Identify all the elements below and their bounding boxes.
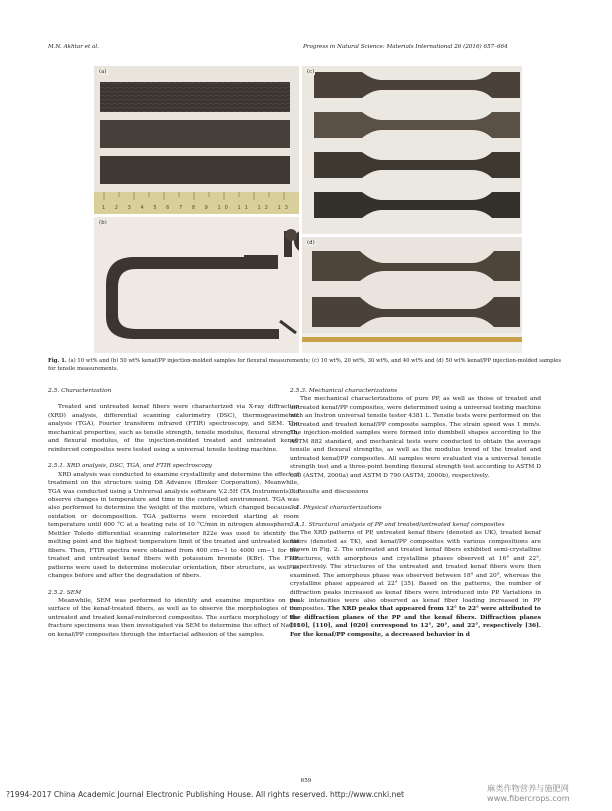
figure-panel-a xyxy=(94,66,299,214)
section-2-5-1-text: XRD analysis was conducted to examine crystallinity and determine the effect of treatment on the structure using D8 Advance (Bruker Corporation). Meanwhile, TGA was conducted using a Universal analysis software V.2.5H (TA Instruments) to observe changes in temperature and time in the controlled environment. TGA was also performed to determine the weight of the mixture, which changed because of oxidation or decomposition. TGA patterns were recorded starting at room temperature until 600 °C at a heating rate of 10 °C/min in nitrogen atmosphere. A Mettler Toledo differential scanning calorimeter 822e was used to identify the melting point and the highest temperature limit of the treated and untreated kenaf fibers. Then, FTIR spectra were obtained from 400 cm−1 to 4000 cm−1 for the treated and untreated kenaf fibers with potassium bromide (KBr). The FTIR patterns were used to determine molecular orientation, fiber structure, as well as changes before and after the degradation of fibers. xyxy=(48,471,299,580)
section-3-1-1-text-b: The XRD peaks that appeared from 12° to 22° were attributed to the diffraction planes of the PP and the kenaf fibers. Diffraction planes [110], [110], and [020] correspond to 12°, 20°, and 22°, respectively [36]. For the kenaf/PP composite, a decreased behavior in d xyxy=(290,605,541,638)
panel-label-a: (a) xyxy=(99,69,107,75)
section-3-1-1-text xyxy=(290,529,541,639)
left-column xyxy=(48,387,299,639)
watermark-line-1: 麻类作物营养与施肥网 xyxy=(487,783,569,793)
panel-d-photo xyxy=(302,237,522,353)
panel-label-b: (b) xyxy=(99,220,107,226)
section-2-5-3-title: 2.5.3. Mechanical characterizations xyxy=(290,388,398,394)
panel-c-photo xyxy=(302,66,522,234)
running-header-journal: Progress in Natural Science: Materials International 26 (2016) 657–664 xyxy=(303,44,508,50)
panel-b-photo xyxy=(94,217,299,353)
figure-panel-d xyxy=(302,237,522,353)
watermark xyxy=(487,783,570,803)
section-2-5-3-text: The mechanical characterizations of pure PP, as well as those of treated and untreated kenaf/PP composites, were determined using a universal testing machine with an Instron universal tensile tester 4381 L. Tensile tests were performed on the untreated and treated kenaf/PP composite samples. The strain speed was 1 mm/s. The injection-molded samples were formed into dumbbell shapes according to the ASTM 882 standard, and mechanical tests were conducted to obtain the average tensile and flexural strengths, as well as the modulus trend of the treated and untreated kenaf/PP composites. All samples were evaluated via a universal tensile strength test and a three-point bending flexural strength test according to ASTM D 638 (ASTM, 2000a) and ASTM D 790 (ASTM, 2000b), respectively. xyxy=(290,396,541,479)
page-number: 659 xyxy=(300,778,312,784)
figure-panel-b xyxy=(94,217,299,353)
section-2-5-2-text: Meanwhile, SEM was performed to identify and examine impurities on the surface of the kenaf-treated fibers, as well as to observe the morphologies of the untreated and treated kenaf-reinforced composites. The surface morphology of the fracture specimens was then investigated via SEM to determine the effect of NaOH on kenaf/PP composites through the interfacial adhesion of the samples. xyxy=(48,597,299,638)
section-3-1-1-title: 3.1.1. Structural analysis of PP and treated/untreated kenaf composites xyxy=(290,521,505,528)
cnki-footer: ?1994-2017 China Academic Journal Electronic Publishing House. All rights reserved. http://www.cnki.net xyxy=(6,790,405,799)
figure-caption xyxy=(48,358,570,373)
watermark-line-2: www.fibercrops.com xyxy=(487,793,570,803)
ruler-numbers: 1 2 3 4 5 6 7 8 9 10 11 12 13 xyxy=(102,205,288,211)
figure-caption-label: Fig. 1. xyxy=(48,358,67,364)
running-header-authors: M.N. Akhtar et al. xyxy=(48,44,99,50)
panel-label-c: (c) xyxy=(307,69,315,75)
figure-1 xyxy=(94,66,522,353)
panel-label-d: (d) xyxy=(307,240,315,246)
section-3-1-title: 3.1. Physical characterizations xyxy=(290,505,382,512)
right-column xyxy=(290,387,541,639)
section-3-1-1-text-a: The XRD patterns of PP, untreated kenaf fibers (denoted as UK), treated kenaf fibers (denoted as TK), and kenaf/PP composites with various compositions are shown in Fig. 2. The untreated and treated kenaf fibers exhibited semi-crystalline structures, with amorphous and crystalline phases observed at 16° and 22°, respectively. The structures of the untreated and treated kenaf fibers were then examined. The amorphous phase was observed between 18° and 20°, whereas the crystalline phase appeared at 22° [35]. Based on the patterns, the number of diffraction peaks increased as kenaf fibers were introduced into PP. Variations in peak intensities were also observed as kenaf fiber loading increased in PP composites. xyxy=(290,530,541,613)
figure-caption-text: (a) 10 wt% and (b) 50 wt% kenaf/PP injection-molded samples for flexural measurements; (c) 10 wt%, 20 wt%, 30 wt%, and 40 wt% and (d) 50 wt% kenaf/PP injection-molded samples for tensile measurements. xyxy=(48,358,562,372)
panel-a-photo xyxy=(94,66,299,214)
section-2-5-text: Treated and untreated kenaf fibers were characterized via X-ray diffraction (XRD) analysis, differential scanning calorimetry (DSC), thermogravimetric analysis (TGA), Fourier transform infrared (FTIR) spectroscopy, and SEM. The mechanical properties, such as tensile strength, tensile modulus, flexural strength, and flexural modulus, of the injection-molded treated and untreated kenaf-reinforced composites were tested using a universal tensile testing machine. xyxy=(48,404,299,453)
section-2-5-2-title: 2.5.2. SEM xyxy=(48,589,82,596)
section-3-title: 3. Results and discussions xyxy=(290,488,369,495)
section-2-5-title: 2.5. Characterization xyxy=(48,388,112,394)
figure-panel-c xyxy=(302,66,522,234)
section-2-5-1-title: 2.5.1. XRD analysis, DSC, TGA, and FTIR spectroscopy xyxy=(48,463,212,470)
